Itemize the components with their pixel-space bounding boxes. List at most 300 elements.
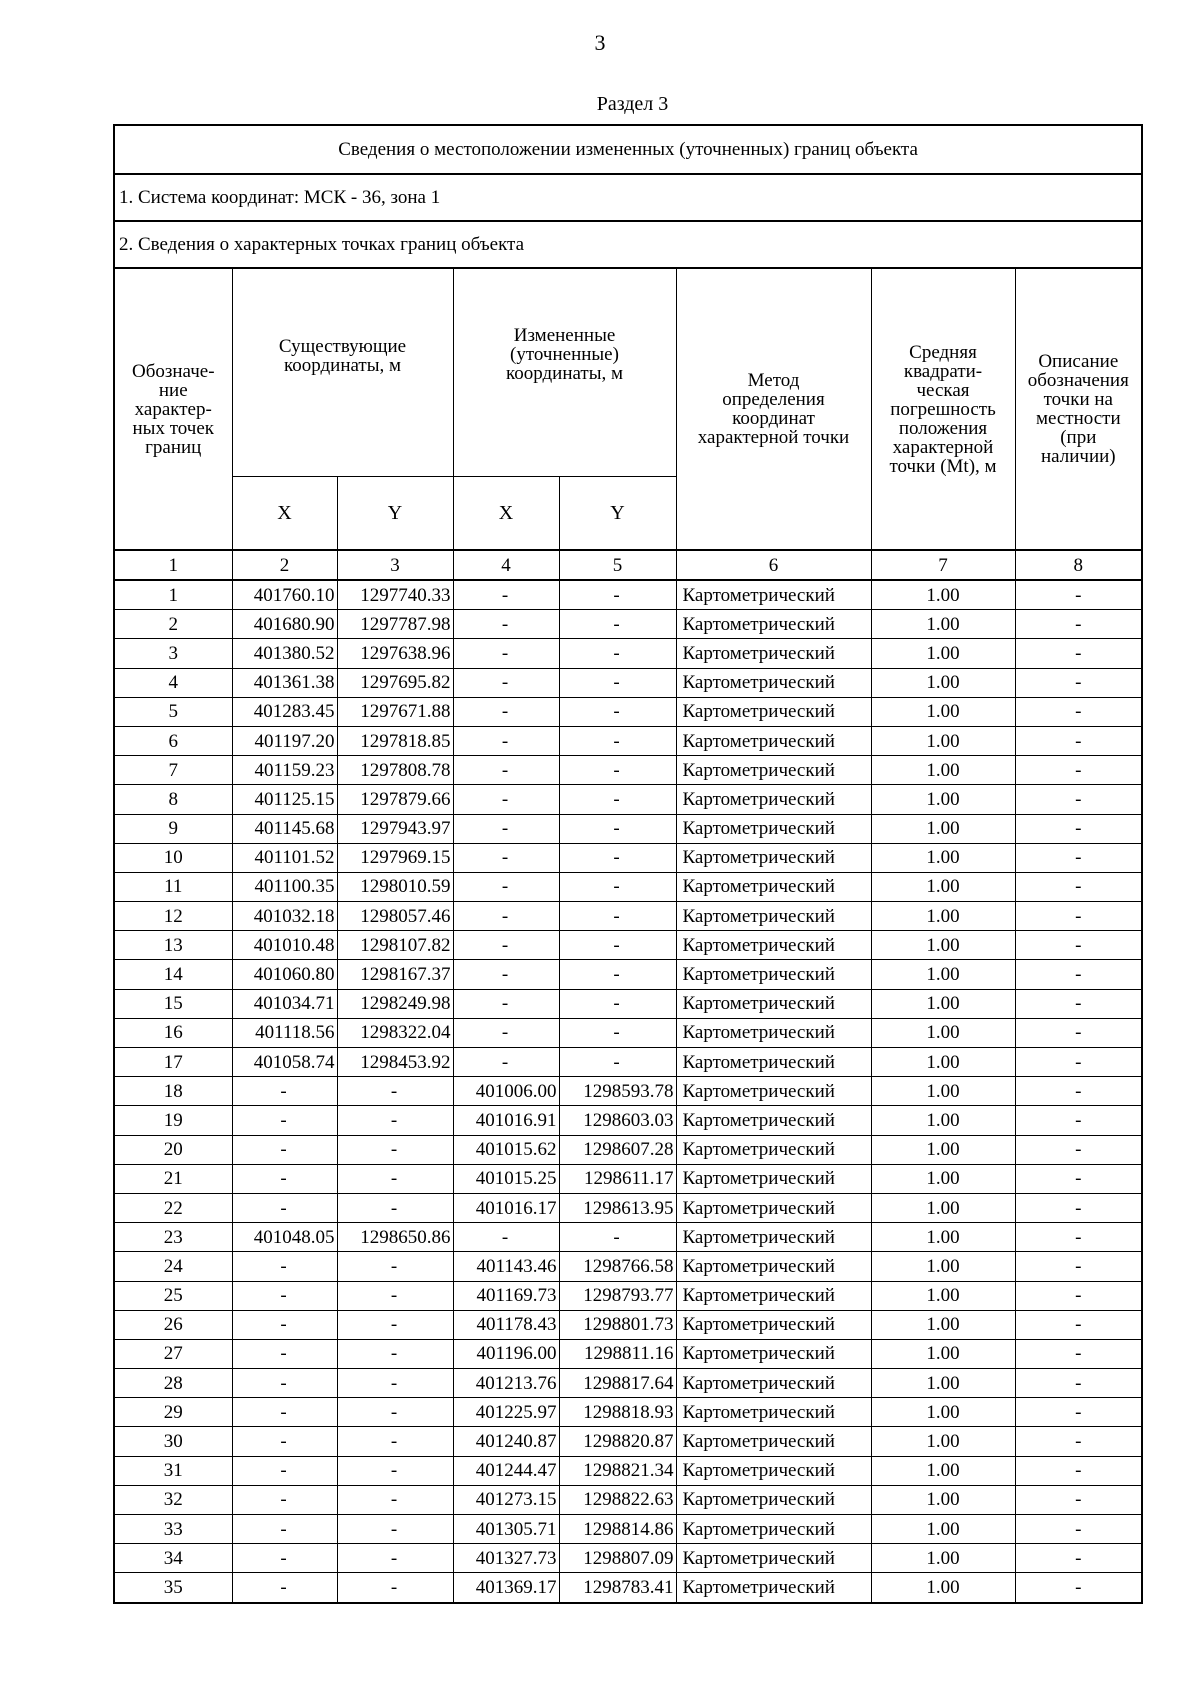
cell-changed-y: - <box>559 902 676 931</box>
table-row <box>114 1018 1142 1047</box>
cell-description: - <box>1015 1077 1142 1106</box>
table-row <box>114 960 1142 989</box>
cell-description: - <box>1015 931 1142 960</box>
cell-existing-y: 1298322.04 <box>337 1018 453 1047</box>
cell-existing-y: - <box>337 1485 453 1514</box>
cell-existing-x: 401145.68 <box>232 814 337 843</box>
cell-changed-x: 401213.76 <box>453 1369 559 1398</box>
column-number-row <box>114 550 1142 580</box>
cell-method: Картометрический <box>676 1310 871 1339</box>
table-row <box>114 1456 1142 1485</box>
cell-description: - <box>1015 1193 1142 1222</box>
cell-existing-y: 1297695.82 <box>337 668 453 697</box>
cell-existing-y: 1298453.92 <box>337 1048 453 1077</box>
cell-changed-x: - <box>453 872 559 901</box>
cell-mean-error: 1.00 <box>871 1077 1015 1106</box>
cell-point-number: 4 <box>114 668 232 697</box>
cell-point-number: 17 <box>114 1048 232 1077</box>
cell-existing-y: 1298249.98 <box>337 989 453 1018</box>
cell-description: - <box>1015 1223 1142 1252</box>
cell-changed-x: 401240.87 <box>453 1427 559 1456</box>
cell-mean-error: 1.00 <box>871 726 1015 755</box>
cell-existing-x: - <box>232 1135 337 1164</box>
cell-changed-y: 1298766.58 <box>559 1252 676 1281</box>
cell-point-number: 32 <box>114 1485 232 1514</box>
cell-point-number: 23 <box>114 1223 232 1252</box>
cell-existing-y: - <box>337 1164 453 1193</box>
cell-description: - <box>1015 1339 1142 1368</box>
cell-description: - <box>1015 1106 1142 1135</box>
cell-changed-x: - <box>453 726 559 755</box>
cell-existing-x: 401361.38 <box>232 668 337 697</box>
cell-existing-y: - <box>337 1339 453 1368</box>
cell-method: Картометрический <box>676 1281 871 1310</box>
cell-changed-y: - <box>559 1048 676 1077</box>
cell-changed-y: - <box>559 843 676 872</box>
cell-point-number: 19 <box>114 1106 232 1135</box>
header-existing-coords: Существующие координаты, м <box>232 268 453 476</box>
cell-point-number: 9 <box>114 814 232 843</box>
cell-mean-error: 1.00 <box>871 960 1015 989</box>
table-row <box>114 1135 1142 1164</box>
cell-description: - <box>1015 843 1142 872</box>
cell-changed-y: 1298607.28 <box>559 1135 676 1164</box>
cell-description: - <box>1015 872 1142 901</box>
table-row <box>114 902 1142 931</box>
table-row <box>114 697 1142 726</box>
cell-existing-x: 401058.74 <box>232 1048 337 1077</box>
cell-method: Картометрический <box>676 1077 871 1106</box>
cell-mean-error: 1.00 <box>871 1310 1015 1339</box>
cell-method: Картометрический <box>676 668 871 697</box>
cell-description: - <box>1015 1456 1142 1485</box>
table-row <box>114 1485 1142 1514</box>
cell-method: Картометрический <box>676 1018 871 1047</box>
cell-changed-x: - <box>453 902 559 931</box>
cell-existing-x: - <box>232 1427 337 1456</box>
cell-existing-x: 401100.35 <box>232 872 337 901</box>
column-number: 4 <box>453 550 559 580</box>
table-row <box>114 1048 1142 1077</box>
cell-existing-y: 1297740.33 <box>337 580 453 610</box>
cell-existing-x: 401118.56 <box>232 1018 337 1047</box>
cell-mean-error: 1.00 <box>871 697 1015 726</box>
cell-changed-y: - <box>559 668 676 697</box>
cell-changed-x: 401169.73 <box>453 1281 559 1310</box>
cell-description: - <box>1015 697 1142 726</box>
header-existing-y: Y <box>337 476 453 550</box>
cell-existing-x: - <box>232 1398 337 1427</box>
cell-description: - <box>1015 1544 1142 1573</box>
cell-existing-x: 401125.15 <box>232 785 337 814</box>
cell-existing-x: - <box>232 1106 337 1135</box>
points-info-heading: 2. Сведения о характерных точках границ объекта <box>114 221 1142 268</box>
cell-mean-error: 1.00 <box>871 1018 1015 1047</box>
cell-point-number: 27 <box>114 1339 232 1368</box>
cell-changed-x: - <box>453 697 559 726</box>
cell-changed-x: 401015.62 <box>453 1135 559 1164</box>
cell-mean-error: 1.00 <box>871 1573 1015 1603</box>
cell-mean-error: 1.00 <box>871 902 1015 931</box>
table-row <box>114 1544 1142 1573</box>
cell-existing-y: 1298167.37 <box>337 960 453 989</box>
cell-existing-y: 1297638.96 <box>337 639 453 668</box>
cell-changed-x: 401015.25 <box>453 1164 559 1193</box>
cell-existing-y: 1298057.46 <box>337 902 453 931</box>
cell-method: Картометрический <box>676 1485 871 1514</box>
cell-method: Картометрический <box>676 1398 871 1427</box>
cell-existing-x: 401760.10 <box>232 580 337 610</box>
cell-changed-x: 401196.00 <box>453 1339 559 1368</box>
cell-description: - <box>1015 1398 1142 1427</box>
cell-description: - <box>1015 1515 1142 1544</box>
header-description: Описание обозначения точки на местности (при наличии) <box>1015 268 1142 550</box>
cell-existing-x: 401680.90 <box>232 610 337 639</box>
cell-point-number: 15 <box>114 989 232 1018</box>
column-number: 3 <box>337 550 453 580</box>
table-row <box>114 1573 1142 1603</box>
cell-changed-y: 1298820.87 <box>559 1427 676 1456</box>
cell-existing-y: 1297818.85 <box>337 726 453 755</box>
cell-method: Картометрический <box>676 1223 871 1252</box>
cell-existing-x: 401048.05 <box>232 1223 337 1252</box>
cell-point-number: 30 <box>114 1427 232 1456</box>
cell-existing-y: 1298107.82 <box>337 931 453 960</box>
header-changed-coords: Измененные (уточненные) координаты, м <box>453 268 676 476</box>
column-number: 2 <box>232 550 337 580</box>
cell-method: Картометрический <box>676 1048 871 1077</box>
cell-changed-y: 1298814.86 <box>559 1515 676 1544</box>
cell-method: Картометрический <box>676 1135 871 1164</box>
cell-description: - <box>1015 580 1142 610</box>
table-row <box>114 1077 1142 1106</box>
header-point-designation: Обозначе- ние характер- ных точек границ <box>114 268 232 550</box>
cell-changed-x: - <box>453 610 559 639</box>
cell-description: - <box>1015 610 1142 639</box>
cell-existing-x: - <box>232 1077 337 1106</box>
cell-existing-y: - <box>337 1193 453 1222</box>
cell-changed-x: 401178.43 <box>453 1310 559 1339</box>
table-row <box>114 1310 1142 1339</box>
cell-existing-y: - <box>337 1369 453 1398</box>
cell-changed-y: - <box>559 1018 676 1047</box>
cell-method: Картометрический <box>676 843 871 872</box>
cell-method: Картометрический <box>676 1369 871 1398</box>
cell-existing-y: - <box>337 1456 453 1485</box>
cell-description: - <box>1015 726 1142 755</box>
cell-mean-error: 1.00 <box>871 1252 1015 1281</box>
cell-mean-error: 1.00 <box>871 1223 1015 1252</box>
cell-mean-error: 1.00 <box>871 1193 1015 1222</box>
cell-changed-y: 1298822.63 <box>559 1485 676 1514</box>
cell-point-number: 33 <box>114 1515 232 1544</box>
cell-changed-y: 1298821.34 <box>559 1456 676 1485</box>
cell-method: Картометрический <box>676 1427 871 1456</box>
cell-point-number: 7 <box>114 756 232 785</box>
cell-point-number: 11 <box>114 872 232 901</box>
cell-existing-x: - <box>232 1544 337 1573</box>
cell-existing-y: - <box>337 1427 453 1456</box>
cell-changed-y: 1298783.41 <box>559 1573 676 1603</box>
cell-existing-y: - <box>337 1077 453 1106</box>
table-row <box>114 785 1142 814</box>
cell-changed-x: - <box>453 639 559 668</box>
coordinate-system: 1. Система координат: МСК - 36, зона 1 <box>114 174 1142 221</box>
cell-changed-x: - <box>453 668 559 697</box>
table-row <box>114 1106 1142 1135</box>
cell-existing-x: - <box>232 1339 337 1368</box>
cell-method: Картометрический <box>676 580 871 610</box>
cell-point-number: 31 <box>114 1456 232 1485</box>
cell-changed-y: - <box>559 726 676 755</box>
cell-point-number: 29 <box>114 1398 232 1427</box>
cell-existing-x: 401159.23 <box>232 756 337 785</box>
cell-point-number: 20 <box>114 1135 232 1164</box>
cell-changed-y: 1298613.95 <box>559 1193 676 1222</box>
table-row <box>114 1427 1142 1456</box>
cell-method: Картометрический <box>676 697 871 726</box>
table-row <box>114 756 1142 785</box>
table-row <box>114 1193 1142 1222</box>
cell-method: Картометрический <box>676 960 871 989</box>
cell-mean-error: 1.00 <box>871 1135 1015 1164</box>
cell-mean-error: 1.00 <box>871 872 1015 901</box>
cell-changed-y: - <box>559 1223 676 1252</box>
cell-existing-y: - <box>337 1310 453 1339</box>
cell-description: - <box>1015 1164 1142 1193</box>
table-row <box>114 1223 1142 1252</box>
cell-point-number: 12 <box>114 902 232 931</box>
cell-method: Картометрический <box>676 726 871 755</box>
cell-changed-x: - <box>453 989 559 1018</box>
cell-description: - <box>1015 1485 1142 1514</box>
cell-existing-y: - <box>337 1106 453 1135</box>
cell-changed-x: 401305.71 <box>453 1515 559 1544</box>
header-mean-error: Средняя квадрати- ческая погрешность положения характерной точки (Mt), м <box>871 268 1015 550</box>
cell-existing-y: - <box>337 1135 453 1164</box>
cell-existing-y: 1298010.59 <box>337 872 453 901</box>
cell-changed-x: - <box>453 960 559 989</box>
header-changed-x: X <box>453 476 559 550</box>
cell-existing-y: - <box>337 1398 453 1427</box>
column-number: 7 <box>871 550 1015 580</box>
cell-description: - <box>1015 668 1142 697</box>
cell-existing-y: 1297808.78 <box>337 756 453 785</box>
cell-method: Картометрический <box>676 989 871 1018</box>
cell-existing-y: - <box>337 1252 453 1281</box>
cell-point-number: 13 <box>114 931 232 960</box>
table-row <box>114 843 1142 872</box>
cell-changed-y: - <box>559 756 676 785</box>
table-row <box>114 1339 1142 1368</box>
cell-existing-x: - <box>232 1456 337 1485</box>
table-row <box>114 989 1142 1018</box>
cell-changed-y: - <box>559 610 676 639</box>
cell-changed-y: 1298811.16 <box>559 1339 676 1368</box>
cell-method: Картометрический <box>676 1573 871 1603</box>
section-label: Раздел 3 <box>596 93 669 115</box>
cell-mean-error: 1.00 <box>871 1427 1015 1456</box>
cell-mean-error: 1.00 <box>871 1164 1015 1193</box>
cell-existing-x: - <box>232 1369 337 1398</box>
table-row <box>114 1164 1142 1193</box>
cell-existing-x: 401380.52 <box>232 639 337 668</box>
table-row <box>114 639 1142 668</box>
cell-method: Картометрический <box>676 814 871 843</box>
table-row <box>114 1398 1142 1427</box>
cell-changed-y: 1298801.73 <box>559 1310 676 1339</box>
table-row <box>114 814 1142 843</box>
cell-point-number: 34 <box>114 1544 232 1573</box>
cell-changed-y: 1298793.77 <box>559 1281 676 1310</box>
cell-changed-y: - <box>559 989 676 1018</box>
cell-existing-y: - <box>337 1544 453 1573</box>
cell-method: Картометрический <box>676 872 871 901</box>
cell-method: Картометрический <box>676 1164 871 1193</box>
table-row <box>114 1515 1142 1544</box>
boundary-points-table <box>113 124 1143 1604</box>
cell-method: Картометрический <box>676 1339 871 1368</box>
cell-changed-x: - <box>453 931 559 960</box>
cell-mean-error: 1.00 <box>871 1398 1015 1427</box>
cell-mean-error: 1.00 <box>871 1456 1015 1485</box>
cell-changed-x: - <box>453 756 559 785</box>
cell-existing-x: 401101.52 <box>232 843 337 872</box>
cell-existing-y: - <box>337 1573 453 1603</box>
table-row <box>114 1369 1142 1398</box>
cell-mean-error: 1.00 <box>871 989 1015 1018</box>
column-number: 8 <box>1015 550 1142 580</box>
table-row <box>114 610 1142 639</box>
cell-existing-y: - <box>337 1281 453 1310</box>
cell-mean-error: 1.00 <box>871 1515 1015 1544</box>
cell-description: - <box>1015 989 1142 1018</box>
cell-point-number: 3 <box>114 639 232 668</box>
cell-mean-error: 1.00 <box>871 843 1015 872</box>
cell-existing-y: 1297943.97 <box>337 814 453 843</box>
cell-changed-x: 401143.46 <box>453 1252 559 1281</box>
cell-changed-y: 1298807.09 <box>559 1544 676 1573</box>
header-method: Метод определения координат характерной точки <box>676 268 871 550</box>
cell-description: - <box>1015 1018 1142 1047</box>
cell-description: - <box>1015 1369 1142 1398</box>
cell-point-number: 21 <box>114 1164 232 1193</box>
cell-changed-y: - <box>559 785 676 814</box>
cell-existing-y: 1297879.66 <box>337 785 453 814</box>
cell-existing-y: 1297969.15 <box>337 843 453 872</box>
cell-mean-error: 1.00 <box>871 931 1015 960</box>
cell-existing-x: - <box>232 1485 337 1514</box>
table-row <box>114 726 1142 755</box>
cell-description: - <box>1015 639 1142 668</box>
cell-existing-x: 401034.71 <box>232 989 337 1018</box>
cell-mean-error: 1.00 <box>871 668 1015 697</box>
cell-changed-x: 401225.97 <box>453 1398 559 1427</box>
table-row <box>114 872 1142 901</box>
cell-point-number: 10 <box>114 843 232 872</box>
cell-changed-y: - <box>559 697 676 726</box>
cell-method: Картометрический <box>676 1515 871 1544</box>
cell-description: - <box>1015 1310 1142 1339</box>
cell-mean-error: 1.00 <box>871 639 1015 668</box>
cell-existing-x: 401010.48 <box>232 931 337 960</box>
cell-method: Картометрический <box>676 1106 871 1135</box>
cell-changed-x: 401016.91 <box>453 1106 559 1135</box>
cell-method: Картометрический <box>676 639 871 668</box>
table-row <box>114 668 1142 697</box>
cell-changed-y: - <box>559 872 676 901</box>
cell-point-number: 2 <box>114 610 232 639</box>
cell-mean-error: 1.00 <box>871 785 1015 814</box>
cell-existing-y: 1298650.86 <box>337 1223 453 1252</box>
cell-changed-x: - <box>453 1018 559 1047</box>
cell-method: Картометрический <box>676 610 871 639</box>
cell-changed-x: - <box>453 580 559 610</box>
cell-point-number: 6 <box>114 726 232 755</box>
cell-existing-x: - <box>232 1164 337 1193</box>
table-row <box>114 580 1142 610</box>
cell-changed-x: - <box>453 1048 559 1077</box>
cell-mean-error: 1.00 <box>871 1106 1015 1135</box>
cell-changed-x: - <box>453 843 559 872</box>
cell-mean-error: 1.00 <box>871 1485 1015 1514</box>
cell-point-number: 35 <box>114 1573 232 1603</box>
cell-method: Картометрический <box>676 1544 871 1573</box>
cell-existing-x: - <box>232 1310 337 1339</box>
cell-method: Картометрический <box>676 1252 871 1281</box>
cell-existing-x: - <box>232 1281 337 1310</box>
cell-changed-y: 1298817.64 <box>559 1369 676 1398</box>
cell-point-number: 5 <box>114 697 232 726</box>
cell-description: - <box>1015 1252 1142 1281</box>
cell-existing-x: - <box>232 1193 337 1222</box>
cell-method: Картометрический <box>676 1193 871 1222</box>
cell-description: - <box>1015 1427 1142 1456</box>
cell-description: - <box>1015 1281 1142 1310</box>
table-row <box>114 931 1142 960</box>
cell-point-number: 25 <box>114 1281 232 1310</box>
cell-changed-x: - <box>453 814 559 843</box>
cell-mean-error: 1.00 <box>871 1048 1015 1077</box>
cell-changed-x: 401327.73 <box>453 1544 559 1573</box>
cell-mean-error: 1.00 <box>871 1544 1015 1573</box>
cell-description: - <box>1015 1048 1142 1077</box>
cell-changed-y: 1298593.78 <box>559 1077 676 1106</box>
cell-method: Картометрический <box>676 931 871 960</box>
table-row <box>114 1252 1142 1281</box>
cell-existing-x: - <box>232 1252 337 1281</box>
cell-mean-error: 1.00 <box>871 580 1015 610</box>
cell-existing-x: 401283.45 <box>232 697 337 726</box>
cell-existing-y: 1297787.98 <box>337 610 453 639</box>
cell-mean-error: 1.00 <box>871 610 1015 639</box>
cell-description: - <box>1015 785 1142 814</box>
cell-point-number: 26 <box>114 1310 232 1339</box>
header-changed-y: Y <box>559 476 676 550</box>
cell-changed-y: - <box>559 814 676 843</box>
cell-changed-y: 1298603.03 <box>559 1106 676 1135</box>
cell-changed-y: 1298818.93 <box>559 1398 676 1427</box>
cell-point-number: 28 <box>114 1369 232 1398</box>
cell-changed-y: - <box>559 960 676 989</box>
cell-method: Картометрический <box>676 785 871 814</box>
cell-point-number: 24 <box>114 1252 232 1281</box>
cell-changed-x: - <box>453 785 559 814</box>
cell-description: - <box>1015 960 1142 989</box>
cell-point-number: 8 <box>114 785 232 814</box>
cell-mean-error: 1.00 <box>871 1339 1015 1368</box>
cell-description: - <box>1015 902 1142 931</box>
